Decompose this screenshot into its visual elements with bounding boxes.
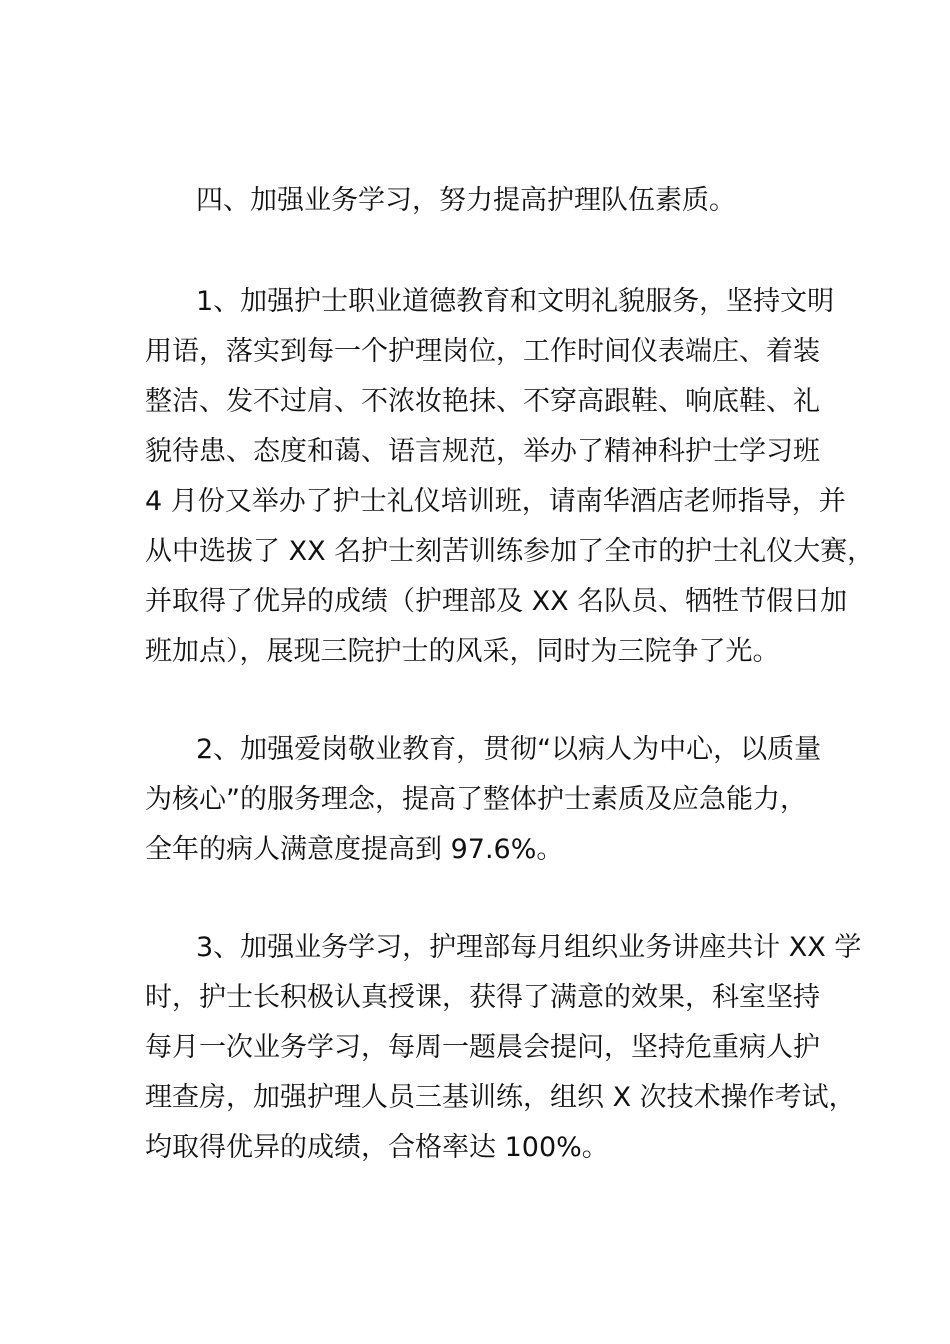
paragraph-line: 时，护士长积极认真授课，获得了满意的效果，科室坚持 bbox=[145, 982, 820, 1013]
paragraph-line: 为核心”的服务理念，提高了整体护士素质及应急能力， bbox=[145, 784, 807, 815]
paragraph-line: 3、加强业务学习，护理部每月组织业务讲座共计 XX 学 bbox=[196, 932, 862, 963]
paragraph-line: 每月一次业务学习，每周一题晨会提问，坚持危重病人护 bbox=[145, 1032, 820, 1063]
paragraph-line: 整洁、发不过肩、不浓妆艳抹、不穿高跟鞋、响底鞋、礼 bbox=[145, 386, 820, 417]
paragraph-line: 2、加强爱岗敬业教育，贯彻“以病人为中心，以质量 bbox=[196, 734, 822, 765]
paragraph-line: 并取得了优异的成绩（护理部及 XX 名队员、牺牲节假日加 bbox=[145, 586, 848, 617]
paragraph-line: 理查房，加强护理人员三基训练，组织 X 次技术操作考试， bbox=[145, 1082, 856, 1113]
section-heading: 四、加强业务学习，努力提高护理队伍素质。 bbox=[196, 185, 736, 216]
paragraph-line: 貌待患、态度和蔼、语言规范，举办了精神科护士学习班 bbox=[145, 436, 820, 467]
paragraph-line: 全年的病人满意度提高到 97.6%。 bbox=[145, 834, 564, 865]
paragraph-line: 4 月份又举办了护士礼仪培训班，请南华酒店老师指导，并 bbox=[145, 486, 846, 517]
paragraph-line: 班加点），展现三院护士的风采，同时为三院争了光。 bbox=[145, 636, 780, 667]
paragraph-line: 从中选拔了 XX 名护士刻苦训练参加了全市的护士礼仪大赛， bbox=[145, 536, 875, 567]
paragraph-line: 用语，落实到每一个护理岗位，工作时间仪表端庄、着装 bbox=[145, 336, 820, 367]
paragraph-line: 均取得优异的成绩，合格率达 100%。 bbox=[145, 1132, 609, 1163]
paragraph-line: 1、加强护士职业道德教育和文明礼貌服务，坚持文明 bbox=[196, 286, 835, 317]
